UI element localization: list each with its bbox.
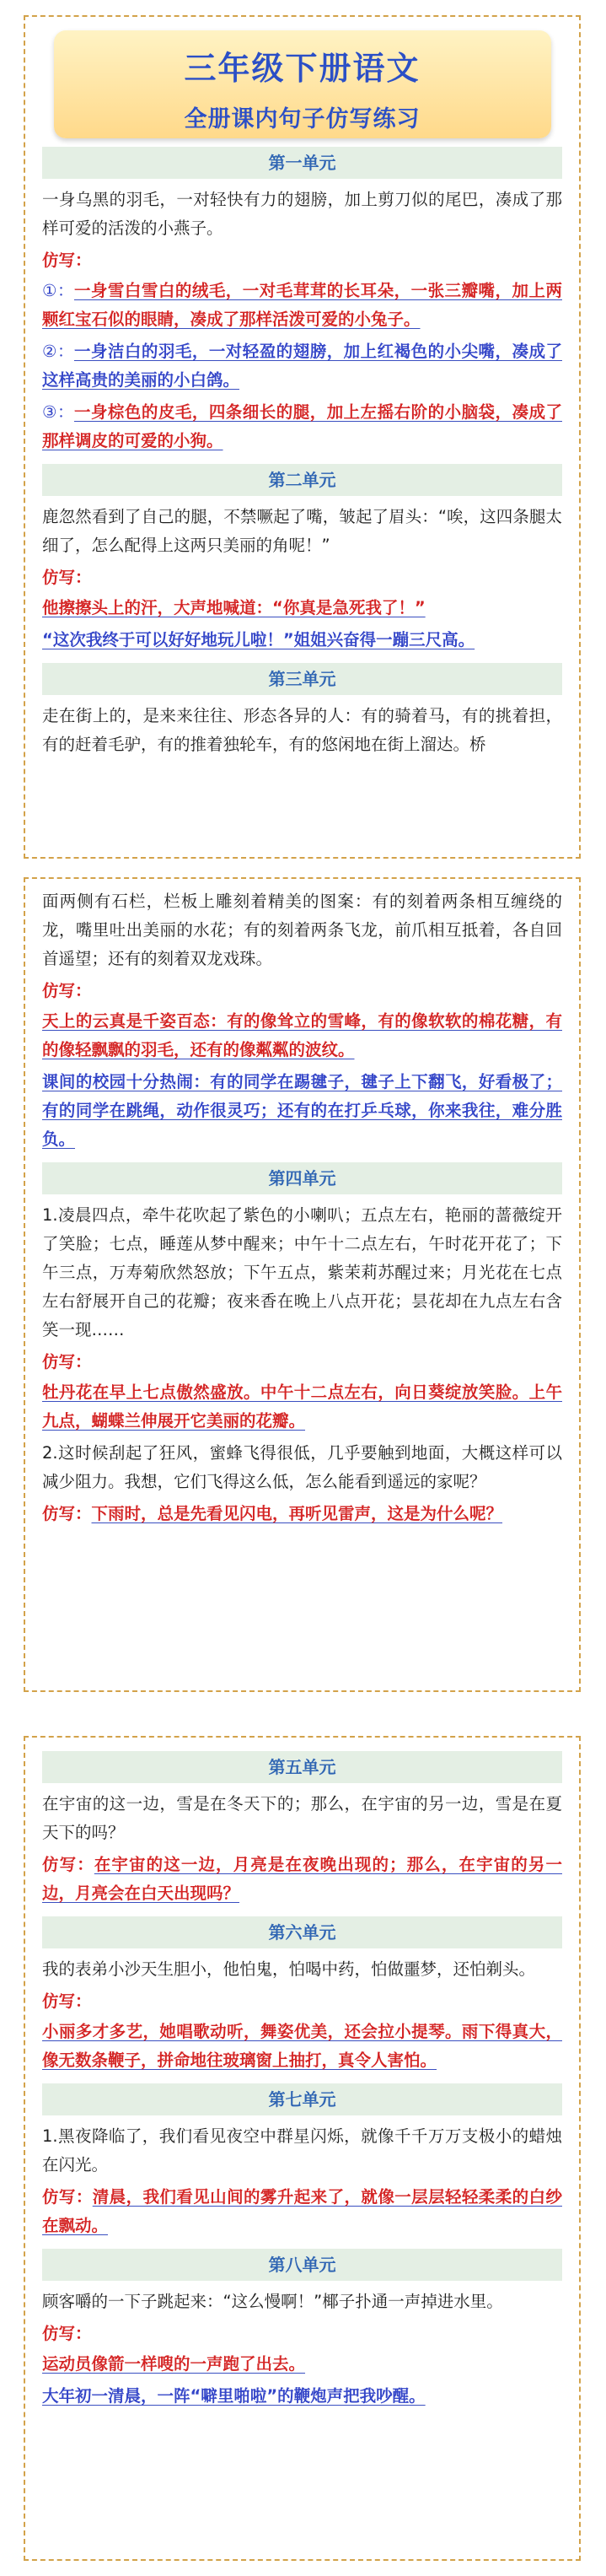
unit-5-imitation-1: 仿写：在宇宙的这一边，月亮是在夜晚出现的；那么，在宇宙的另一边，月亮会在白天出现吗？ [42,1855,562,1903]
unit-1-heading: 第一单元 [42,147,562,179]
unit-7-text: 1.黑夜降临了，我们看见夜空中群星闪烁，就像千千万万支极小的蜡烛在闪光。 [42,2126,562,2175]
unit-2-text: 鹿忽然看到了自己的腿，不禁噘起了嘴，皱起了眉头：“唉，这四条腿太细了，怎么配得上这两只美丽的角呢！” [42,507,562,555]
imitation-label: 仿写： [42,1991,92,2011]
unit-7-heading: 第七单元 [42,2083,562,2115]
page-card-2 [24,877,581,1692]
imitation-label: 仿写： [42,568,92,587]
unit-2-heading: 第二单元 [42,464,562,496]
unit-5-heading: 第五单元 [42,1751,562,1783]
unit-4-imitation-1: 牡丹花在早上七点傲然盛放。中午十二点左右，向日葵绽放笑脸。上午九点，蝴蝶兰伸展开它美丽的花瓣。 [42,1382,562,1431]
unit-1-imitation-1: ①：一身雪白雪白的绒毛，一对毛茸茸的长耳朵，一张三瓣嘴，加上两颗红宝石似的眼睛，凑成了那样活泼可爱的小兔子。 [42,281,562,329]
unit-5-text: 在宇宙的这一边，雪是在冬天下的；那么，在宇宙的另一边，雪是在夏天下的吗？ [42,1794,562,1842]
unit-4-heading: 第四单元 [42,1162,562,1194]
title-banner [54,30,551,138]
imitation-label: 仿写： [42,251,92,270]
unit-8-imitation-2: 大年初一清晨，一阵“噼里啪啦”的鞭炮声把我吵醒。 [42,2386,426,2406]
item-number: ②： [42,342,74,361]
unit-8-imitation-1: 运动员像箭一样嗖的一声跑了出去。 [42,2354,306,2374]
unit-1-imitation-2: ②：一身洁白的羽毛，一对轻盈的翅膀，加上红褐色的小尖嘴，凑成了这样高贵的美丽的小白鸽。 [42,342,562,390]
unit-4-text-2: 2.这时候刮起了狂风，蜜蜂飞得很低，几乎要触到地面，大概这样可以减少阻力。我想，它们飞得这么低，怎么能看到遥远的家呢？ [42,1443,562,1491]
unit-8-text: 顾客嚼的一下子跳起来：“这么慢啊！”椰子扑通一声掉进水里。 [42,2292,503,2311]
unit-8-heading: 第八单元 [42,2249,562,2281]
page-card-3 [24,1736,581,2561]
unit-3-text-part-1: 走在街上的，是来来往往、形态各异的人：有的骑着马，有的挑着担，有的赶着毛驴，有的推着独轮车，有的悠闲地在街上溜达。桥 [42,706,562,754]
unit-1-imitation-3: ③：一身棕色的皮毛，四条细长的腿，加上左摇右阶的小脑袋，凑成了那样调皮的可爱的小狗。 [42,402,562,450]
unit-4-imitation-2: 仿写：下雨时，总是先看见闪电，再听见雷声，这是为什么呢？ [42,1504,503,1523]
page-title: 三年级下册语文 [184,50,421,87]
page-card-1 [24,15,581,859]
unit-3-imitation-1: 天上的云真是千姿百态：有的像耸立的雪峰，有的像软软的棉花糖，有的像轻飘飘的羽毛，还有的像粼粼的波纹。 [42,1011,562,1059]
unit-6-imitation-1: 小丽多才多艺，她唱歌动听，舞姿优美，还会拉小提琴。雨下得真大，像无数条鞭子，拼命地往玻璃窗上抽打，真令人害怕。 [42,2022,562,2070]
unit-6-heading: 第六单元 [42,1916,562,1948]
imitation-label: 仿写： [42,1352,92,1372]
imitation-label: 仿写： [42,981,92,1000]
unit-7-imitation-1: 仿写：清晨，我们看见山间的雾升起来了，就像一层层轻轻柔柔的白纱在飘动。 [42,2187,562,2235]
unit-6-text: 我的表弟小沙天生胆小，他怕鬼，怕喝中药，怕做噩梦，还怕剃头。 [42,1959,536,1979]
unit-1-text: 一身乌黑的羽毛，一对轻快有力的翅膀，加上剪刀似的尾巴，凑成了那样可爱的活泼的小燕子。 [42,190,562,238]
item-number: ①： [42,281,74,300]
unit-3-heading: 第三单元 [42,663,562,695]
page-subtitle: 全册课内句子仿写练习 [184,106,421,132]
unit-4-text-1: 1.凌晨四点，牵牛花吹起了紫色的小喇叭；五点左右，艳丽的蔷薇绽开了笑脸；七点，睡莲从梦中醒来；中午十二点左右，午时花开花了；下午三点，万寿菊欣然怒放；下午五点，紫茉莉苏醒过来；月光花在七点左右舒展开自己的花瓣；夜来香在晚上八点开花；昙花却在九点左右含笑一现…… [42,1205,562,1339]
item-number: ③： [42,402,74,422]
unit-2-imitation-1: 他擦擦头上的汗，大声地喊道：“你真是急死我了！” [42,598,426,617]
unit-2-imitation-2: “这次我终于可以好好地玩儿啦！”姐姐兴奋得一蹦三尺高。 [42,630,475,649]
unit-3-text-part-2: 面两侧有石栏，栏板上雕刻着精美的图案：有的刻着两条相互缠绕的龙，嘴里吐出美丽的水花；有的刻着两条飞龙，前爪相互抵着，各自回首遥望；还有的刻着双龙戏珠。 [42,892,562,968]
unit-3-imitation-2: 课间的校园十分热闹：有的同学在踢毽子，毽子上下翻飞，好看极了；有的同学在跳绳，动作很灵巧；还有的在打乒乓球，你来我往，难分胜负。 [42,1072,562,1149]
imitation-label: 仿写： [42,2324,92,2343]
